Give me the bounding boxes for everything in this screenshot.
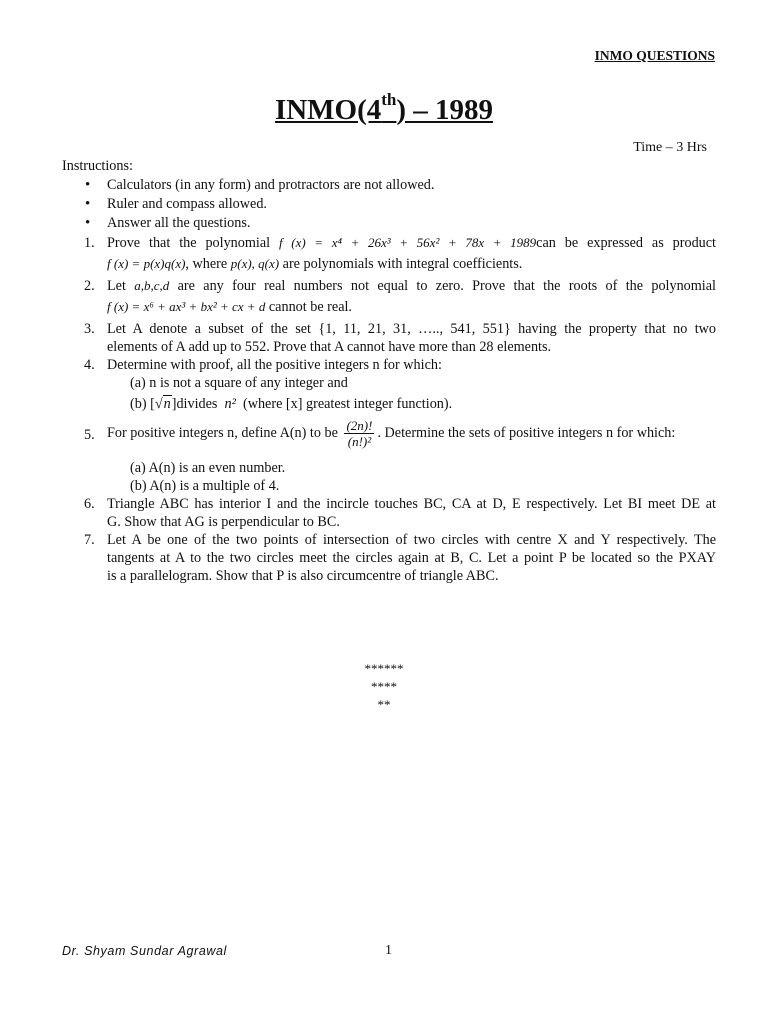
page-number: 1 bbox=[385, 943, 392, 958]
q1-text-d: are polynomials with integral coefficients. bbox=[282, 256, 523, 272]
sqrt-n: √n bbox=[154, 396, 171, 412]
q7-line-1: Let A be one of the two points of intersection of two circles with centre X and Y respectively. The bbox=[107, 532, 716, 548]
q4-part-a bbox=[130, 374, 348, 392]
q2-text-b: are any four real numbers not equal to zero. Prove that the roots of the polynomial bbox=[177, 278, 716, 294]
q6-line-2: G. Show that AG is perpendicular to BC. bbox=[107, 514, 340, 530]
question-4 bbox=[84, 356, 716, 374]
part-label: (b) bbox=[130, 396, 147, 412]
question-number: 3. bbox=[84, 321, 95, 337]
title-superscript: th bbox=[381, 90, 397, 109]
question-1 bbox=[84, 234, 716, 273]
header-label: INMO QUESTIONS bbox=[594, 48, 715, 63]
q3-line-2: elements of A add up to 552. Prove that A cannot have more than 28 elements. bbox=[107, 339, 552, 355]
q6-line-1: Triangle ABC has interior I and the incircle touches BC, CA at D, E respectively. Let BI meet DE at bbox=[107, 496, 716, 512]
question-number: 2. bbox=[84, 278, 95, 294]
question-6 bbox=[84, 495, 716, 531]
fraction-numerator: (2n)! bbox=[346, 418, 373, 433]
question-number: 7. bbox=[84, 532, 95, 548]
q1-polynomial: f (x) = x⁴ + 26x³ + 56x² + 78x + 1989 bbox=[279, 235, 537, 250]
question-number: 1. bbox=[84, 235, 95, 251]
instruction-item: • Ruler and compass allowed. bbox=[84, 195, 434, 214]
end-stars-1: ****** bbox=[364, 661, 404, 676]
part-label: (b) bbox=[130, 478, 147, 494]
part-label: (a) bbox=[130, 375, 146, 391]
q5-text-b: . Determine the sets of positive integers n for which: bbox=[377, 424, 676, 441]
q2-polynomial: f (x) = x⁶ + ax³ + bx² + cx + d bbox=[107, 299, 266, 314]
q1-text-b: can be expressed as product bbox=[536, 235, 717, 251]
q3-line-1: Let A denote a subset of the set {1, 11, 21, 31, ….., 541, 551} having the property that no two bbox=[107, 321, 716, 337]
q4-part-b-text-1: divides bbox=[176, 396, 218, 412]
instructions-list bbox=[84, 176, 434, 233]
question-number: 6. bbox=[84, 496, 95, 512]
q5-part-b bbox=[130, 477, 279, 495]
end-stars-3: ** bbox=[377, 697, 391, 712]
q1-product: f (x) = p(x)q(x) bbox=[107, 256, 186, 271]
q1-text-a: Prove that the polynomial bbox=[107, 235, 271, 251]
q1-text-c: , where bbox=[185, 256, 228, 272]
instruction-item: • Answer all the questions. bbox=[84, 214, 434, 233]
q4-text: Determine with proof, all the positive integers n for which: bbox=[107, 357, 442, 373]
q5-part-b-text: A(n) is a multiple of 4. bbox=[149, 478, 280, 494]
instructions-heading: Instructions: bbox=[62, 158, 133, 174]
question-2 bbox=[84, 277, 716, 316]
title-prefix: INMO(4 bbox=[274, 94, 382, 126]
q4-part-a-text: n is not a square of any integer and bbox=[149, 375, 348, 391]
question-5 bbox=[84, 418, 716, 449]
q7-line-3: is a parallelogram. Show that P is also circumcentre of triangle ABC. bbox=[107, 568, 499, 584]
question-7 bbox=[84, 531, 716, 585]
part-label: (a) bbox=[130, 460, 146, 476]
q7-line-2: tangents at A to the two circles meet the circles again at B, C. Let a point P be located so the PXAY bbox=[107, 550, 716, 566]
q4-bracket-close: ] bbox=[171, 396, 177, 412]
q4-part-b-text-2: (where [x] greatest integer function). bbox=[242, 396, 453, 412]
q5-part-a bbox=[130, 459, 285, 477]
q2-text-a: Let bbox=[107, 278, 126, 294]
instruction-item: • Calculators (in any form) and protractors are not allowed. bbox=[84, 176, 434, 195]
time-limit: Time – 3 Hrs bbox=[633, 140, 707, 155]
q2-variables: a,b,c,d bbox=[134, 278, 170, 293]
q4-n-squared: n² bbox=[224, 396, 236, 412]
question-number: 5. bbox=[84, 427, 95, 443]
q5-text-a: For positive integers n, define A(n) to be bbox=[107, 424, 338, 441]
fraction-denominator: (n!)² bbox=[347, 434, 372, 449]
end-stars-2: **** bbox=[371, 679, 397, 694]
title-suffix: ) – 1989 bbox=[396, 94, 494, 126]
sqrt-argument: n bbox=[163, 396, 171, 412]
footer-author: Dr. Shyam Sundar Agrawal bbox=[62, 944, 227, 958]
q1-factors: p(x), q(x) bbox=[230, 256, 280, 271]
q5-part-a-text: A(n) is an even number. bbox=[148, 460, 286, 476]
question-number: 4. bbox=[84, 357, 95, 373]
q4-part-b bbox=[130, 395, 452, 413]
page-title bbox=[0, 82, 768, 128]
question-3 bbox=[84, 320, 716, 356]
q4-bracket-open: [ bbox=[150, 396, 155, 412]
q2-text-c: cannot be real. bbox=[268, 299, 352, 315]
q5-fraction bbox=[344, 418, 374, 449]
